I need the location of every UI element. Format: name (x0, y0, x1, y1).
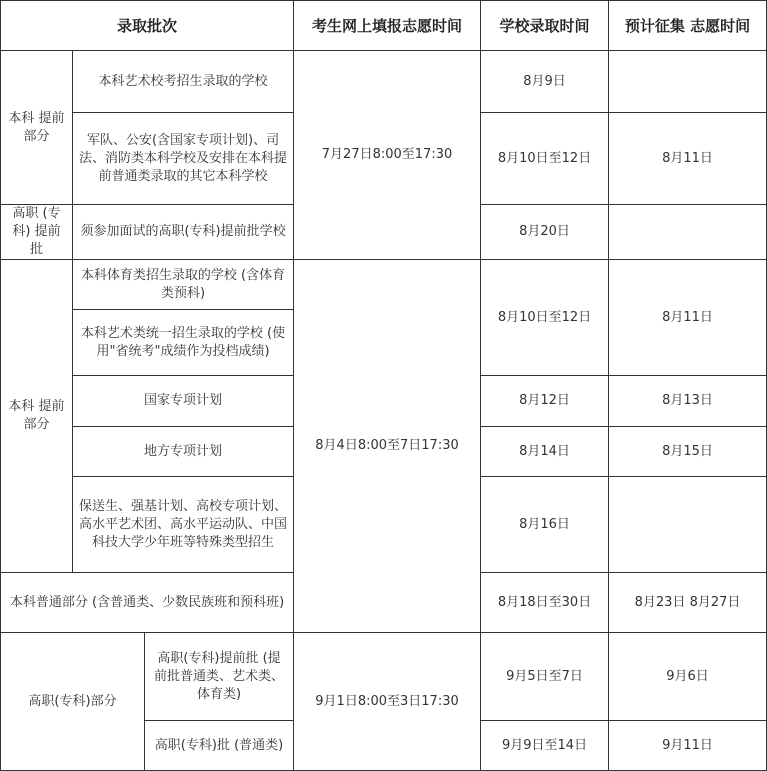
admit-time-cell: 8月9日 (481, 51, 609, 113)
header-collect-time: 预计征集 志愿时间 (609, 1, 767, 51)
collect-time-cell: 8月13日 (609, 376, 767, 427)
collect-time-cell: 8月11日 (609, 113, 767, 205)
collect-time-cell: 8月23日 8月27日 (609, 573, 767, 633)
collect-time-cell (609, 477, 767, 573)
collect-time-cell: 9月11日 (609, 721, 767, 771)
fill-time-cell: 9月1日8:00至3日17:30 (294, 633, 481, 771)
collect-time-cell (609, 51, 767, 113)
header-fill-time: 考生网上填报志愿时间 (294, 1, 481, 51)
category-cell: 高职 (专科) 提前批 (1, 205, 73, 260)
collect-time-cell: 8月11日 (609, 260, 767, 376)
batch-name-cell: 地方专项计划 (73, 427, 294, 477)
fill-time-cell: 7月27日8:00至17:30 (294, 51, 481, 260)
header-admit-time: 学校录取时间 (481, 1, 609, 51)
table-row (1, 633, 767, 721)
collect-time-cell: 8月15日 (609, 427, 767, 477)
batch-name-cell: 保送生、强基计划、高校专项计划、高水平艺术团、高水平运动队、中国科技大学少年班等特殊类型招生 (73, 477, 294, 573)
header-batch: 录取批次 (1, 1, 294, 51)
header-row (1, 1, 767, 51)
category-cell: 本科 提前部分 (1, 51, 73, 205)
batch-name-cell: 本科体育类招生录取的学校 (含体育类预科) (73, 260, 294, 310)
batch-name-cell: 本科艺术校考招生录取的学校 (73, 51, 294, 113)
batch-name-cell: 军队、公安(含国家专项计划)、司法、消防类本科学校及安排在本科提前普通类录取的其它本科学校 (73, 113, 294, 205)
collect-time-cell (609, 205, 767, 260)
category-cell: 本科 提前部分 (1, 260, 73, 573)
batch-name-cell: 高职(专科)提前批 (提前批普通类、艺术类、体育类) (145, 633, 294, 721)
admit-time-cell: 9月9日至14日 (481, 721, 609, 771)
admit-time-cell: 8月14日 (481, 427, 609, 477)
batch-name-cell: 国家专项计划 (73, 376, 294, 427)
collect-time-cell: 9月6日 (609, 633, 767, 721)
admit-time-cell: 8月10日至12日 (481, 260, 609, 376)
admit-time-cell: 8月12日 (481, 376, 609, 427)
fill-time-cell: 8月4日8:00至7日17:30 (294, 260, 481, 633)
admit-time-cell: 8月16日 (481, 477, 609, 573)
admit-time-cell: 8月20日 (481, 205, 609, 260)
batch-name-cell: 本科普通部分 (含普通类、少数民族班和预科班) (1, 573, 294, 633)
admit-time-cell: 8月18日至30日 (481, 573, 609, 633)
batch-name-cell: 高职(专科)批 (普通类) (145, 721, 294, 771)
batch-name-cell: 本科艺术类统一招生录取的学校 (使用"省统考"成绩作为投档成绩) (73, 310, 294, 376)
table-row (1, 51, 767, 113)
batch-name-cell: 须参加面试的高职(专科)提前批学校 (73, 205, 294, 260)
admit-time-cell: 8月10日至12日 (481, 113, 609, 205)
category-cell: 高职(专科)部分 (1, 633, 145, 771)
admit-time-cell: 9月5日至7日 (481, 633, 609, 721)
table-row (1, 260, 767, 310)
